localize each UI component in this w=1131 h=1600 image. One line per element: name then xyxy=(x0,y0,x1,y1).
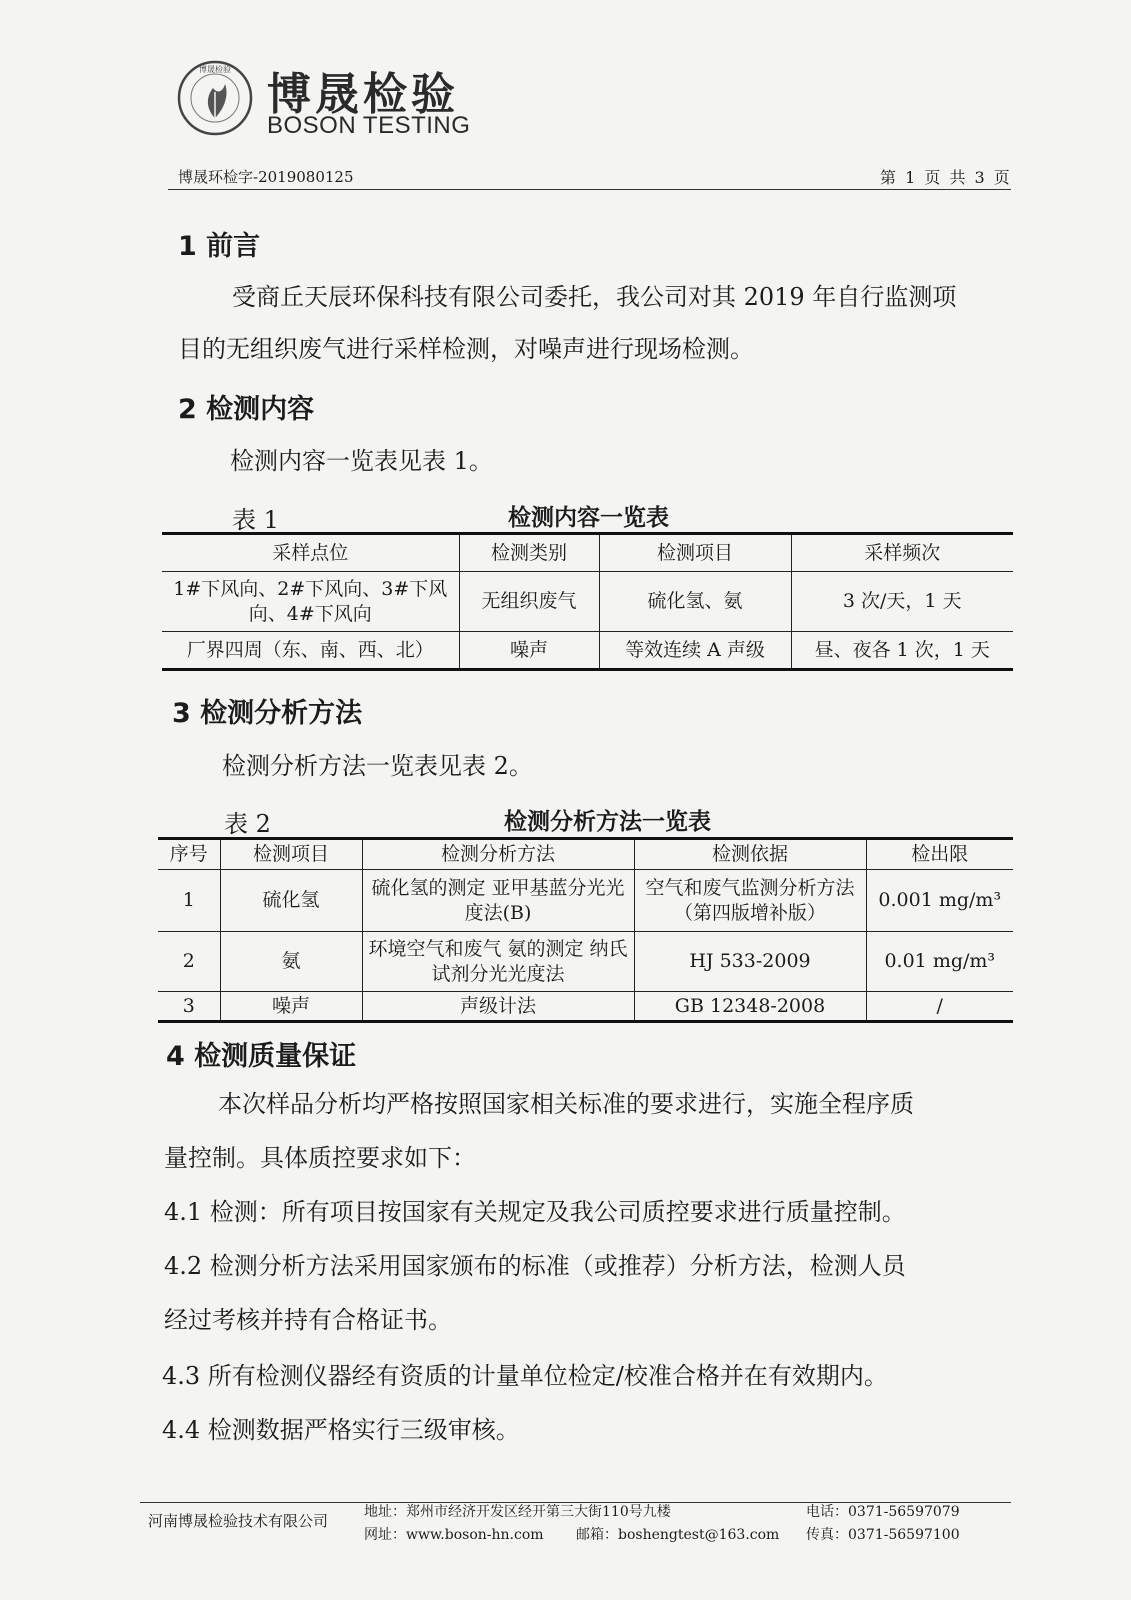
column-header: 检测类别 xyxy=(459,534,599,572)
column-header: 检测项目 xyxy=(599,534,791,572)
column-header: 检出限 xyxy=(866,839,1013,870)
seal-text: 博晟检验 xyxy=(199,65,231,74)
table-header-row xyxy=(162,534,1013,572)
table-cell: 1 xyxy=(158,870,220,932)
qc-item-4-2-cont: 经过考核并持有合格证书。 xyxy=(164,1306,452,1334)
table-2-number: 表 2 xyxy=(224,810,271,838)
footer-website: 网址：www.boson-hn.com xyxy=(364,1527,544,1543)
header-divider xyxy=(168,189,1011,190)
table-cell: 噪声 xyxy=(459,632,599,670)
column-header: 序号 xyxy=(158,839,220,870)
footer-email: 邮箱：boshengtest@163.com xyxy=(576,1527,780,1543)
table-cell: / xyxy=(866,992,1013,1022)
table-1-number: 表 1 xyxy=(232,506,279,534)
qc-item-4-3: 4.3 所有检测仪器经有资质的计量单位检定/校准合格并在有效期内。 xyxy=(162,1362,888,1390)
section-3-heading: 3 检测分析方法 xyxy=(172,698,363,729)
table-row xyxy=(162,572,1013,632)
table-cell: 空气和废气监测分析方法（第四版增补版） xyxy=(634,870,866,932)
table-cell: 厂界四周（东、南、西、北） xyxy=(162,632,459,670)
section-3-intro: 检测分析方法一览表见表 2。 xyxy=(222,752,533,780)
column-header: 检测分析方法 xyxy=(362,839,634,870)
column-header: 采样点位 xyxy=(162,534,459,572)
table-cell: 噪声 xyxy=(220,992,362,1022)
table-cell: 昼、夜各 1 次，1 天 xyxy=(791,632,1013,670)
column-header: 检测依据 xyxy=(634,839,866,870)
table-header-row xyxy=(158,839,1013,870)
footer-company: 河南博晟检验技术有限公司 xyxy=(148,1512,329,1530)
table-cell: 无组织废气 xyxy=(459,572,599,632)
company-seal-icon xyxy=(175,58,255,138)
document-number: 博晟环检字-2019080125 xyxy=(178,168,354,186)
table-cell: 3 xyxy=(158,992,220,1022)
section-1-paragraph-line2: 目的无组织废气进行采样检测，对噪声进行现场检测。 xyxy=(178,335,754,363)
page-indicator: 第 1 页 共 3 页 xyxy=(880,168,1010,187)
table-cell: 硫化氢、氨 xyxy=(599,572,791,632)
table-cell: 0.001 mg/m³ xyxy=(866,870,1013,932)
company-logo xyxy=(175,50,475,140)
section-2-intro: 检测内容一览表见表 1。 xyxy=(230,447,493,475)
qc-item-4-4: 4.4 检测数据严格实行三级审核。 xyxy=(162,1416,520,1444)
table-cell: GB 12348-2008 xyxy=(634,992,866,1022)
section-4-paragraph-line1: 本次样品分析均严格按照国家相关标准的要求进行，实施全程序质 xyxy=(218,1090,914,1118)
qc-item-4-2: 4.2 检测分析方法采用国家颁布的标准（或推荐）分析方法，检测人员 xyxy=(164,1252,906,1280)
section-2-heading: 2 检测内容 xyxy=(178,394,315,425)
footer-address: 地址：郑州市经济开发区经开第三大街110号九楼 xyxy=(364,1504,671,1520)
table-cell: 硫化氢 xyxy=(220,870,362,932)
table-row xyxy=(158,932,1013,992)
table-row xyxy=(158,870,1013,932)
analysis-method-table xyxy=(158,837,1013,1023)
footer-fax: 传真：0371-56597100 xyxy=(806,1527,960,1543)
table-1-title: 检测内容一览表 xyxy=(508,505,669,531)
company-name-en: BOSON TESTING xyxy=(267,112,471,139)
table-cell: 等效连续 A 声级 xyxy=(599,632,791,670)
column-header: 采样频次 xyxy=(791,534,1013,572)
section-1-paragraph-line1: 受商丘天辰环保科技有限公司委托，我公司对其 2019 年自行监测项 xyxy=(232,283,957,311)
table-cell: 氨 xyxy=(220,932,362,992)
table-cell: HJ 533-2009 xyxy=(634,932,866,992)
table-row xyxy=(162,632,1013,670)
section-4-paragraph-line2: 量控制。具体质控要求如下： xyxy=(164,1144,476,1172)
table-row xyxy=(158,992,1013,1022)
table-cell: 声级计法 xyxy=(362,992,634,1022)
detection-content-table xyxy=(162,532,1013,671)
table-cell: 3 次/天，1 天 xyxy=(791,572,1013,632)
footer-phone: 电话：0371-56597079 xyxy=(806,1504,960,1520)
qc-item-4-1: 4.1 检测：所有项目按国家有关规定及我公司质控要求进行质量控制。 xyxy=(164,1198,906,1226)
table-cell: 2 xyxy=(158,932,220,992)
company-name-cn: 博晟检验 xyxy=(267,69,459,120)
table-2-title: 检测分析方法一览表 xyxy=(504,809,711,835)
section-4-heading: 4 检测质量保证 xyxy=(166,1041,357,1072)
table-cell: 1#下风向、2#下风向、3#下风向、4#下风向 xyxy=(162,572,459,632)
table-cell: 硫化氢的测定 亚甲基蓝分光光度法(B) xyxy=(362,870,634,932)
section-1-heading: 1 前言 xyxy=(178,231,261,262)
table-cell: 0.01 mg/m³ xyxy=(866,932,1013,992)
table-cell: 环境空气和废气 氨的测定 纳氏试剂分光光度法 xyxy=(362,932,634,992)
column-header: 检测项目 xyxy=(220,839,362,870)
